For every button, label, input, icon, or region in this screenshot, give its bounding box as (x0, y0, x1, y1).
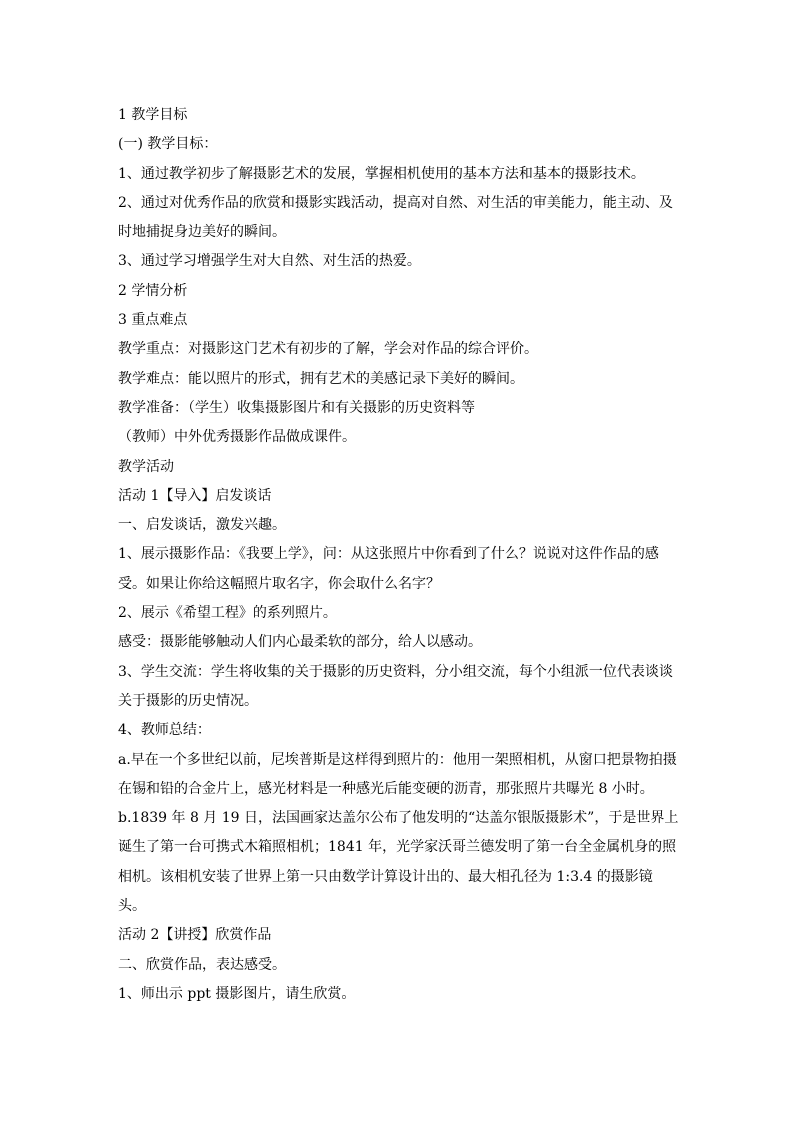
goal-item-2: 2、通过对优秀作品的欣赏和摄影实践活动，提高对自然、对生活的审美能力，能主动、及时地捕捉身边美好的瞬间。 (118, 194, 673, 241)
activity-1-feeling: 感受：摄影能够触动人们内心最柔软的部分，给人以感动。 (118, 634, 482, 651)
activity-2-step-title: 二、欣赏作品，表达感受。 (118, 956, 286, 973)
activity-1-item-2: 2、展示《希望工程》的系列照片。 (118, 605, 337, 622)
activity-1-step-title: 一、启发谈话，激发兴趣。 (118, 517, 286, 534)
activity-2-title: 活动 2【讲授】欣赏作品 (118, 927, 272, 944)
goal-item-1: 1、通过教学初步了解摄影艺术的发展，掌握相机使用的基本方法和基本的摄影技术。 (118, 165, 645, 182)
activity-2-item-1: 1、师出示 ppt 摄影图片，请生欣赏。 (118, 985, 356, 1002)
heading-key-points: 3 重点难点 (118, 312, 188, 329)
key-point-text: 教学重点：对摄影这门艺术有初步的了解，学会对作品的综合评价。 (118, 341, 538, 358)
heading-activities: 教学活动 (118, 458, 174, 475)
difficult-point-text: 教学难点：能以照片的形式，拥有艺术的美感记录下美好的瞬间。 (118, 370, 524, 387)
activity-1-item-1: 1、展示摄影作品：《我要上学》，问：从这张照片中你看到了什么？说说对这件作品的感受。如果让你给这幅照片取名字，你会取什么名字？ (118, 546, 659, 592)
history-note-a: a.早在一个多世纪以前，尼埃普斯是这样得到照片的：他用一架照相机，从窗口把景物拍摄在锡和铅的合金片上，感光材料是一种感光后能变硬的沥青，那张照片共曝光 8 小时。 (118, 751, 677, 797)
activity-1-title: 活动 1【导入】启发谈话 (118, 487, 272, 504)
heading-student-analysis: 2 学情分析 (118, 282, 188, 299)
activity-1-item-3: 3、学生交流：学生将收集的关于摄影的历史资料，分小组交流，每个小组派一位代表谈谈关于摄影的历史情况。 (118, 663, 673, 709)
history-note-b: b.1839 年 8 月 19 日，法国画家达盖尔公布了他发明的“达盖尔银版摄影术”，于是世界上诞生了第一台可携式木箱照相机；1841 年，光学家沃哥兰德发明了第一台全金属机身的照相机。该相机安装了世界上第一只由数学计算设计出的、最大相孔径为 1:3.4 的摄影镜头。 (118, 810, 679, 915)
subheading-teaching-goals: (一) 教学目标： (118, 136, 218, 153)
preparation-teacher: （教师）中外优秀摄影作品做成课件。 (118, 429, 356, 446)
activity-1-item-4: 4、教师总结： (118, 722, 211, 739)
document-body (118, 101, 680, 1009)
preparation-student: 教学准备：（学生）收集摄影图片和有关摄影的历史资料等 (118, 399, 475, 416)
heading-teaching-goals: 1 教学目标 (118, 107, 188, 123)
goal-item-3: 3、通过学习增强学生对大自然、对生活的热爱。 (118, 253, 421, 270)
